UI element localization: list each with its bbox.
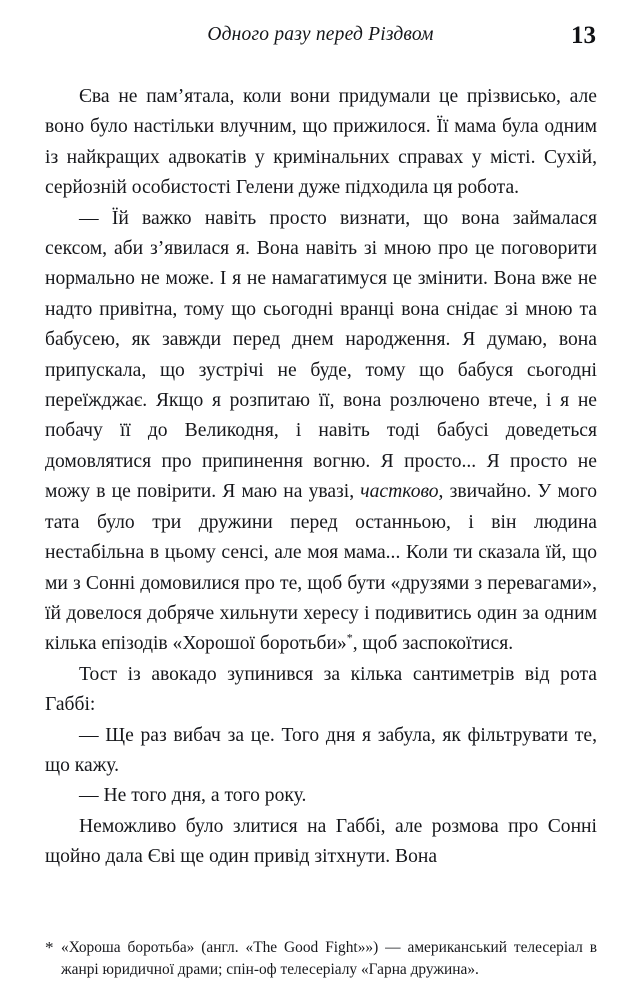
footnote-marker: * bbox=[45, 937, 54, 957]
emphasis: частково bbox=[360, 481, 439, 503]
paragraph-6: Неможливо було злитися на Габбі, але розмова про Сонні щойно дала Єві ще один привід зітхнути. Вона bbox=[45, 815, 597, 868]
paragraph-5: — Не того дня, а того року. bbox=[79, 785, 307, 807]
running-title: Одного разу перед Різдвом bbox=[207, 24, 434, 45]
paragraph-2-part-b: , щоб заспокоїтися. bbox=[352, 633, 514, 655]
footnote-reference: * bbox=[346, 630, 353, 645]
footnote-item bbox=[45, 937, 597, 982]
running-head bbox=[45, 24, 596, 58]
body-text bbox=[45, 82, 597, 873]
paragraph-4: — Ще раз вибач за це. Того дня я забула, як фільтрувати те, що кажу. bbox=[45, 724, 597, 776]
page-number: 13 bbox=[571, 22, 596, 49]
paragraph-2 bbox=[45, 204, 597, 660]
footnote-area bbox=[45, 937, 597, 982]
paragraph-3: Тост із авокадо зупинився за кілька сантиметрів від рота Габбі: bbox=[45, 663, 597, 716]
paragraph-2-part-a: — Їй важко навіть просто визнати, що вона займалася сексом, аби з’явилася я. Вона навіть зі мною про це поговорити нормально не може. І я не намагатимуся це змінити. Вона вже не надто привітна, тому що сьогодні вранці вона снідає зі мною та бабусею, як завжди перед днем народження. Я думаю, вона припускала, що зустрічі не буде, тому що бабуся сьогодні переїжджає. Якщо я розпитаю її, вона розлючено втече, і я не побачу її до Великодня, і навіть тоді бабусі доведеться домовлятися про припинення вогню. Я просто... Я просто не можу в це повірити. Я маю на увазі, частково, звичайно. У мого тата було три дружини перед останньою, і він людина нестабільна в цьому сенсі, але моя мама... Коли ти сказала їй, що ми з Сонні домовилися про те, щоб бути «друзями з перевагами», їй довелося добряче хильнути хересу і подивитись один за одним кілька епізодів «Хорошої боротьби» bbox=[45, 207, 597, 655]
footnote-text: «Хороша боротьба» (англ. «The Good Fight»») — американський телесеріал в жанрі юридичної драми; спін-оф телесеріалу «Гарна дружина». bbox=[61, 938, 597, 979]
paragraph-1: Єва не пам’ятала, коли вони придумали це прізвисько, але воно було настільки влучним, що прижилося. Її мама була одним із найкращих адвокатів у кримінальних справах у місті. Сухій, серйозній особистості Гелени дуже підходила ця робота. bbox=[45, 86, 597, 199]
